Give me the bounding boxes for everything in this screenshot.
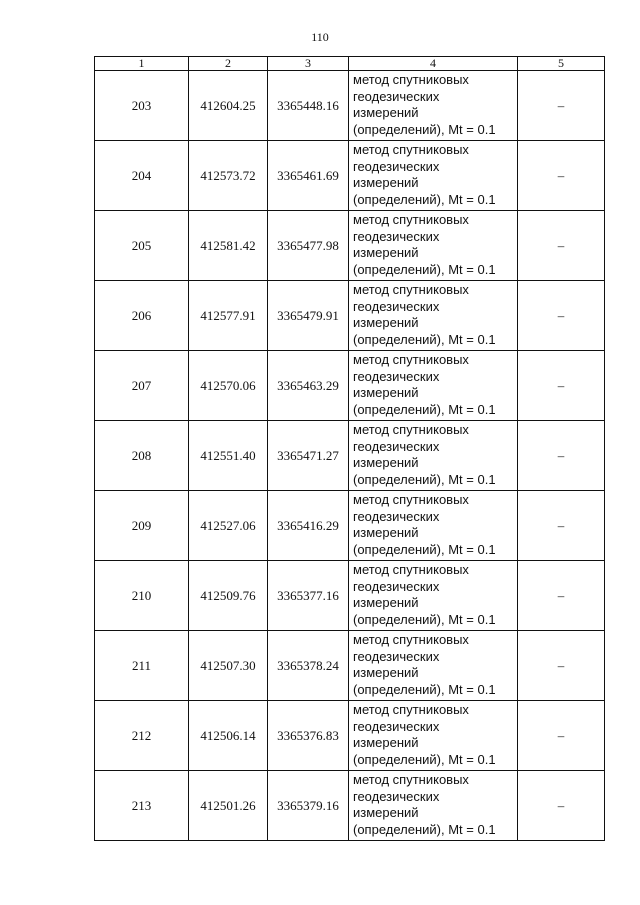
table-row xyxy=(95,421,605,491)
table-row xyxy=(95,631,605,701)
x-coordinate-cell: 412527.06 xyxy=(189,491,268,561)
method-line: геодезических xyxy=(353,438,440,454)
point-number-cell: 206 xyxy=(95,281,189,351)
note-cell: – xyxy=(518,491,605,561)
note-cell: – xyxy=(518,631,605,701)
method-line: метод спутниковых xyxy=(353,562,469,577)
method-line: измерений xyxy=(353,525,419,540)
table-header xyxy=(95,57,605,71)
point-number-cell: 213 xyxy=(95,771,189,841)
table-row xyxy=(95,211,605,281)
note-cell: – xyxy=(518,281,605,351)
coordinates-table xyxy=(94,56,605,841)
method-cell xyxy=(349,351,518,421)
point-number-cell: 210 xyxy=(95,561,189,631)
method-line: геодезических xyxy=(353,368,440,384)
method-cell xyxy=(349,71,518,141)
x-coordinate-cell: 412581.42 xyxy=(189,211,268,281)
method-line: геодезических xyxy=(353,158,440,174)
table-row xyxy=(95,771,605,841)
point-number-cell: 204 xyxy=(95,141,189,211)
table-body xyxy=(95,71,605,841)
point-number-cell: 205 xyxy=(95,211,189,281)
y-coordinate-cell: 3365376.83 xyxy=(268,701,349,771)
header-col-2: 2 xyxy=(189,57,268,71)
table-row xyxy=(95,281,605,351)
note-cell: – xyxy=(518,211,605,281)
method-line: (определений), Mt = 0.1 xyxy=(353,401,496,417)
method-line: геодезических xyxy=(353,298,440,314)
method-line: измерений xyxy=(353,665,419,680)
table-row xyxy=(95,141,605,211)
method-cell xyxy=(349,491,518,561)
table-row xyxy=(95,71,605,141)
table-row xyxy=(95,701,605,771)
method-line: геодезических xyxy=(353,578,440,594)
y-coordinate-cell: 3365477.98 xyxy=(268,211,349,281)
x-coordinate-cell: 412551.40 xyxy=(189,421,268,491)
note-cell: – xyxy=(518,71,605,141)
note-cell: – xyxy=(518,141,605,211)
method-line: (определений), Mt = 0.1 xyxy=(353,191,496,207)
method-line: метод спутниковых xyxy=(353,212,469,227)
method-cell xyxy=(349,211,518,281)
method-line: геодезических xyxy=(353,88,440,104)
point-number-cell: 212 xyxy=(95,701,189,771)
note-cell: – xyxy=(518,701,605,771)
note-cell: – xyxy=(518,561,605,631)
header-col-5: 5 xyxy=(518,57,605,71)
header-row xyxy=(95,57,605,71)
method-line: измерений xyxy=(353,175,419,190)
method-line: измерений xyxy=(353,315,419,330)
y-coordinate-cell: 3365463.29 xyxy=(268,351,349,421)
header-col-3: 3 xyxy=(268,57,349,71)
y-coordinate-cell: 3365377.16 xyxy=(268,561,349,631)
y-coordinate-cell: 3365448.16 xyxy=(268,71,349,141)
method-line: (определений), Mt = 0.1 xyxy=(353,611,496,627)
header-col-4: 4 xyxy=(349,57,518,71)
method-line: метод спутниковых xyxy=(353,352,469,367)
method-line: (определений), Mt = 0.1 xyxy=(353,681,496,697)
page-number: 110 xyxy=(311,30,329,44)
method-line: (определений), Mt = 0.1 xyxy=(353,471,496,487)
point-number-cell: 209 xyxy=(95,491,189,561)
x-coordinate-cell: 412577.91 xyxy=(189,281,268,351)
method-cell xyxy=(349,281,518,351)
method-cell xyxy=(349,631,518,701)
method-line: метод спутниковых xyxy=(353,422,469,437)
x-coordinate-cell: 412570.06 xyxy=(189,351,268,421)
note-cell: – xyxy=(518,771,605,841)
method-cell xyxy=(349,561,518,631)
point-number-cell: 211 xyxy=(95,631,189,701)
method-line: измерений xyxy=(353,245,419,260)
method-line: (определений), Mt = 0.1 xyxy=(353,541,496,557)
table-row xyxy=(95,561,605,631)
y-coordinate-cell: 3365379.16 xyxy=(268,771,349,841)
y-coordinate-cell: 3365461.69 xyxy=(268,141,349,211)
method-line: метод спутниковых xyxy=(353,772,469,787)
method-line: измерений xyxy=(353,105,419,120)
method-line: метод спутниковых xyxy=(353,632,469,647)
method-line: (определений), Mt = 0.1 xyxy=(353,261,496,277)
method-line: (определений), Mt = 0.1 xyxy=(353,121,496,137)
point-number-cell: 203 xyxy=(95,71,189,141)
table-row xyxy=(95,351,605,421)
header-col-1: 1 xyxy=(95,57,189,71)
method-line: метод спутниковых xyxy=(353,72,469,87)
note-cell: – xyxy=(518,421,605,491)
method-line: метод спутниковых xyxy=(353,702,469,717)
table-row xyxy=(95,491,605,561)
method-line: измерений xyxy=(353,385,419,400)
method-line: (определений), Mt = 0.1 xyxy=(353,751,496,767)
y-coordinate-cell: 3365378.24 xyxy=(268,631,349,701)
method-cell xyxy=(349,421,518,491)
method-line: геодезических xyxy=(353,228,440,244)
method-line: (определений), Mt = 0.1 xyxy=(353,821,496,837)
y-coordinate-cell: 3365479.91 xyxy=(268,281,349,351)
point-number-cell: 208 xyxy=(95,421,189,491)
x-coordinate-cell: 412507.30 xyxy=(189,631,268,701)
method-line: метод спутниковых xyxy=(353,142,469,157)
method-line: измерений xyxy=(353,735,419,750)
x-coordinate-cell: 412604.25 xyxy=(189,71,268,141)
y-coordinate-cell: 3365471.27 xyxy=(268,421,349,491)
method-line: геодезических xyxy=(353,508,440,524)
method-cell xyxy=(349,771,518,841)
method-cell xyxy=(349,141,518,211)
method-line: измерений xyxy=(353,595,419,610)
x-coordinate-cell: 412501.26 xyxy=(189,771,268,841)
x-coordinate-cell: 412506.14 xyxy=(189,701,268,771)
point-number-cell: 207 xyxy=(95,351,189,421)
method-line: измерений xyxy=(353,805,419,820)
method-line: (определений), Mt = 0.1 xyxy=(353,331,496,347)
method-line: измерений xyxy=(353,455,419,470)
note-cell: – xyxy=(518,351,605,421)
y-coordinate-cell: 3365416.29 xyxy=(268,491,349,561)
method-cell xyxy=(349,701,518,771)
method-line: геодезических xyxy=(353,648,440,664)
method-line: геодезических xyxy=(353,718,440,734)
x-coordinate-cell: 412573.72 xyxy=(189,141,268,211)
method-line: метод спутниковых xyxy=(353,282,469,297)
method-line: метод спутниковых xyxy=(353,492,469,507)
x-coordinate-cell: 412509.76 xyxy=(189,561,268,631)
method-line: геодезических xyxy=(353,788,440,804)
